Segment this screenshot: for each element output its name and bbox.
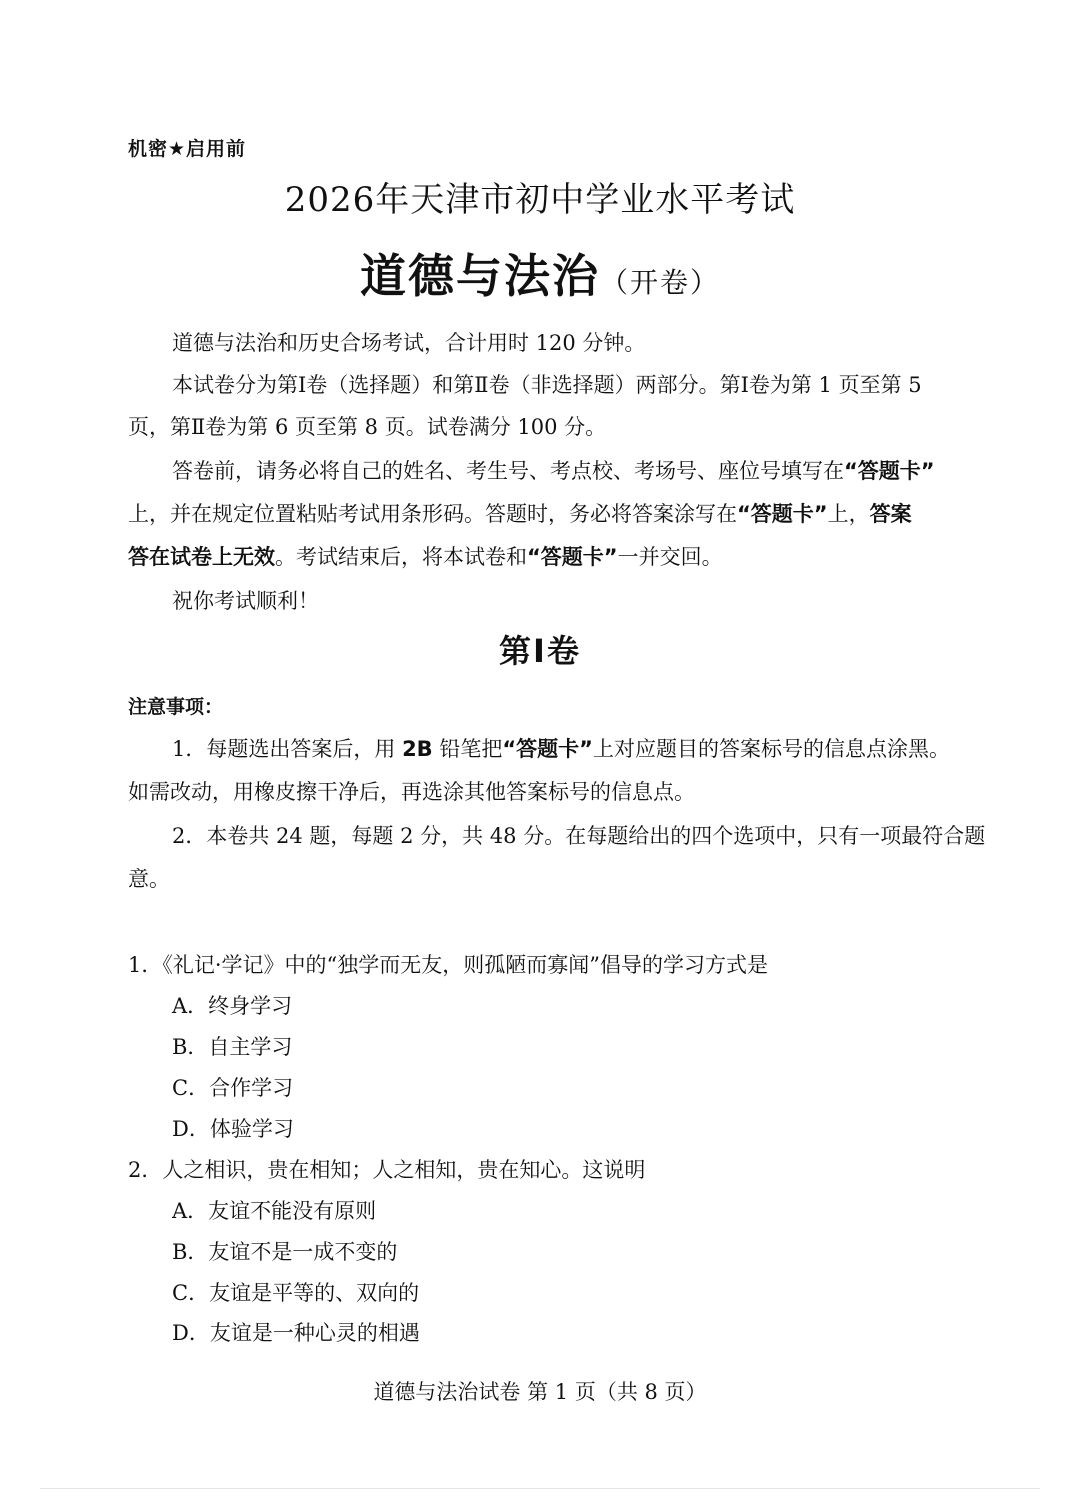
page-footer: 道德与法治试卷 第 1 页（共 8 页） — [373, 1380, 707, 1404]
intro-paragraph-4: 祝你考试顺利！ — [172, 589, 319, 613]
answer-card-term: “答题卡” — [502, 737, 593, 761]
intro-paragraph-3-line-1 — [172, 450, 935, 492]
notice-item-1-line-2: 如需改动，用橡皮擦干净后，再选涂其他答案标号的信息点。 — [128, 780, 695, 804]
notice-item-1-line-1 — [172, 728, 950, 770]
answer-card-term: “答题卡” — [737, 502, 828, 526]
question-1-option-d: D．体验学习 — [172, 1117, 294, 1141]
exam-title: 2026年天津市初中学业水平考试 — [284, 180, 796, 220]
question-2-option-c: C．友谊是平等的、双向的 — [172, 1281, 420, 1305]
notice-item-2-line-1: 2．本卷共 24 题，每题 2 分，共 48 分。在每题给出的四个选项中，只有一项最符合题 — [172, 824, 986, 848]
emphasis-text: 答在试卷上无效 — [128, 545, 275, 569]
pencil-type: 2B — [402, 737, 433, 761]
question-1-option-b: B．自主学习 — [172, 1035, 293, 1059]
intro-paragraph-1: 道德与法治和历史合场考试，合计用时 120 分钟。 — [172, 331, 646, 355]
subject-name: 道德与法治 — [359, 249, 600, 303]
section-title: 第Ⅰ卷 — [499, 632, 581, 670]
answer-card-term: “答题卡” — [844, 459, 935, 483]
intro-text: 答卷前，请务必将自己的姓名、考生号、考点校、考场号、座位号填写在 — [172, 459, 844, 483]
intro-text: 一并交回。 — [617, 545, 723, 569]
intro-text: 上， — [827, 502, 870, 526]
notice-text: 铅笔把 — [439, 737, 503, 761]
question-2-stem: 2．人之相识，贵在相知；人之相知，贵在知心。这说明 — [128, 1158, 646, 1182]
question-2-option-a: A．友谊不能没有原则 — [172, 1199, 377, 1223]
notice-text: 上对应题目的答案标号的信息点涂黑。 — [592, 737, 950, 761]
notice-item-2-line-2: 意。 — [128, 867, 170, 891]
intro-paragraph-3-line-2 — [128, 493, 912, 535]
bottom-divider — [40, 1488, 1040, 1489]
subject-note: （开卷） — [599, 266, 720, 299]
intro-paragraph-2-line-2: 页，第Ⅱ卷为第 6 页至第 8 页。试卷满分 100 分。 — [128, 415, 607, 439]
intro-text: 。考试结束后，将本试卷和 — [275, 545, 527, 569]
notice-title: 注意事项： — [128, 696, 224, 718]
intro-paragraph-3-line-3 — [128, 536, 723, 578]
answer-card-term: “答题卡” — [527, 545, 618, 569]
subject-heading — [0, 240, 1080, 306]
intro-text: 上，并在规定位置粘贴考试用条形码。答题时，务必将答案涂写在 — [128, 502, 737, 526]
intro-paragraph-2-line-1: 本试卷分为第Ⅰ卷（选择题）和第Ⅱ卷（非选择题）两部分。第Ⅰ卷为第 1 页至第 5 — [172, 373, 922, 397]
notice-text: 1．每题选出答案后，用 — [172, 737, 396, 761]
question-1-stem: 1．《礼记·学记》中的“独学而无友，则孤陋而寡闻”倡导的学习方式是 — [128, 953, 769, 977]
question-1-option-c: C．合作学习 — [172, 1076, 294, 1100]
question-2-option-b: B．友谊不是一成不变的 — [172, 1240, 398, 1264]
confidential-label: 机密★启用前 — [128, 138, 247, 160]
question-1-option-a: A．终身学习 — [172, 994, 293, 1018]
question-2-option-d: D．友谊是一种心灵的相遇 — [172, 1321, 420, 1345]
emphasis-text: 答案 — [869, 502, 912, 526]
